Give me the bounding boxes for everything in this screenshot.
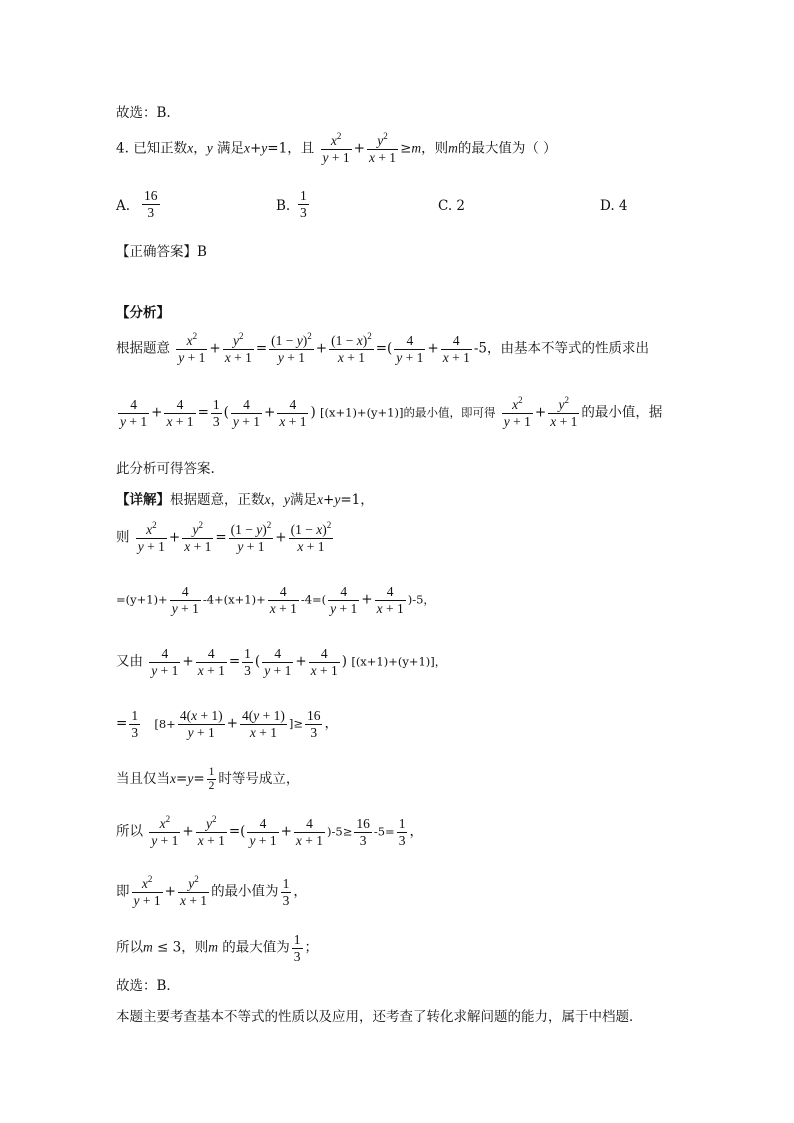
option-c[interactable]: C. 2 (438, 198, 466, 214)
detail-intro: 【详解】根据题意，正数x，y满足x+y=1， (116, 492, 374, 508)
question-number: 4. (116, 140, 129, 157)
option-d[interactable]: D. 4 (600, 198, 628, 214)
detail-step-6: 即 $\frac{x^2}{y + 1}$ + $\frac{y^2}{x + 1}$ 的最小值为 $\frac{1}{3}$ ， (116, 874, 307, 908)
fraction: $\frac{y^2}{x + 1}$ (368, 131, 397, 165)
previous-answer: 故选：B. (116, 105, 171, 121)
detail-step-5: 所以 $\frac{x^2}{y + 1}$ + $\frac{y^2}{x + 1}$ =( $\frac{4}{y + 1}$ + $\frac{4}{x + 1}$ )-5≥ $\frac{16}{3}$ -5= $\frac{1}{3}$ ， (116, 814, 423, 848)
detail-step-2: =(y+1)+ $\frac{4}{y + 1}$ -4+(x+1)+ $\frac{4}{x + 1}$ -4=( $\frac{4}{y + 1}$ + $\frac{4}{x + 1}$ )-5， (116, 584, 435, 616)
option-a[interactable]: A. (116, 198, 131, 214)
analysis-title: 【分析】 (116, 305, 170, 321)
analysis-line-2: $\frac{4}{y + 1}$ + $\frac{4}{x + 1}$ = $\frac{1}{3}$ ( $\frac{4}{y + 1}$ + $\frac{4}{x + 1}$ ) [(x+1)+(y+1)]的最小值，即可得 $\frac{x^2}{y + 1}$ + $\frac{y^2}{x + 1}$ 的最小值，据 (120, 395, 663, 429)
detail-step-4: = $\frac{1}{3}$ [8+ $\frac{4(x + 1)}{y + 1}$ + $\frac{4(y + 1)}{x + 1}$ ]≥ $\frac{16}{3}$ ， (116, 708, 338, 740)
detail-step-1: 则 $\frac{x^2}{y + 1}$ + $\frac{y^2}{x + 1}$ = $\frac{(1 - y)^2}{y + 1}$ + $\frac{(1 - x)^2}{x + 1}$ (116, 520, 332, 554)
final-answer: 故选：B． (116, 978, 180, 994)
correct-answer: 【正确答案】B (116, 244, 207, 260)
detail-step-7: 所以m ≤ 3，则m 的最大值为 $\frac{1}{3}$ ； (116, 932, 319, 964)
summary: 本题主要考查基本不等式的性质以及应用，还考查了转化求解问题的能力，属于中档题． (116, 1009, 643, 1025)
detail-step-3: 又由 $\frac{4}{y + 1}$ + $\frac{4}{x + 1}$ = $\frac{1}{3}$ ( $\frac{4}{y + 1}$ + $\frac{4}{x + 1}$ ) [(x+1)+(y+1)]， (116, 646, 447, 678)
option-b[interactable]: B. (276, 198, 291, 214)
analysis-line-1: 根据题意 $\frac{x^2}{y + 1}$ + $\frac{y^2}{x + 1}$ = $\frac{(1 - y)^2}{y + 1}$ + $\frac{(1 - x)^2}{x + 1}$ =( $\frac{4}{y + 1}$ + $\frac{4}{x + 1}$ -5，由基本不等式的性质求出 (116, 331, 650, 365)
option-b-value: $\frac{1}{3}$ (300, 188, 307, 220)
option-a-value: $\frac{16}{3}$ (144, 188, 158, 220)
fraction: $\frac{x^2}{y + 1}$ (322, 131, 350, 165)
detail-equality: 当且仅当x=y= $\frac{1}{2}$ 时等号成立， (116, 766, 300, 793)
analysis-line-3: 此分析可得答案. (116, 461, 215, 477)
question-4: 4. 已知正数x，y 满足x+y=1，且 $\frac{x^2}{y + 1}$ + $\frac{y^2}{x + 1}$ ≥m，则m的最大值为（ ） (116, 131, 557, 165)
